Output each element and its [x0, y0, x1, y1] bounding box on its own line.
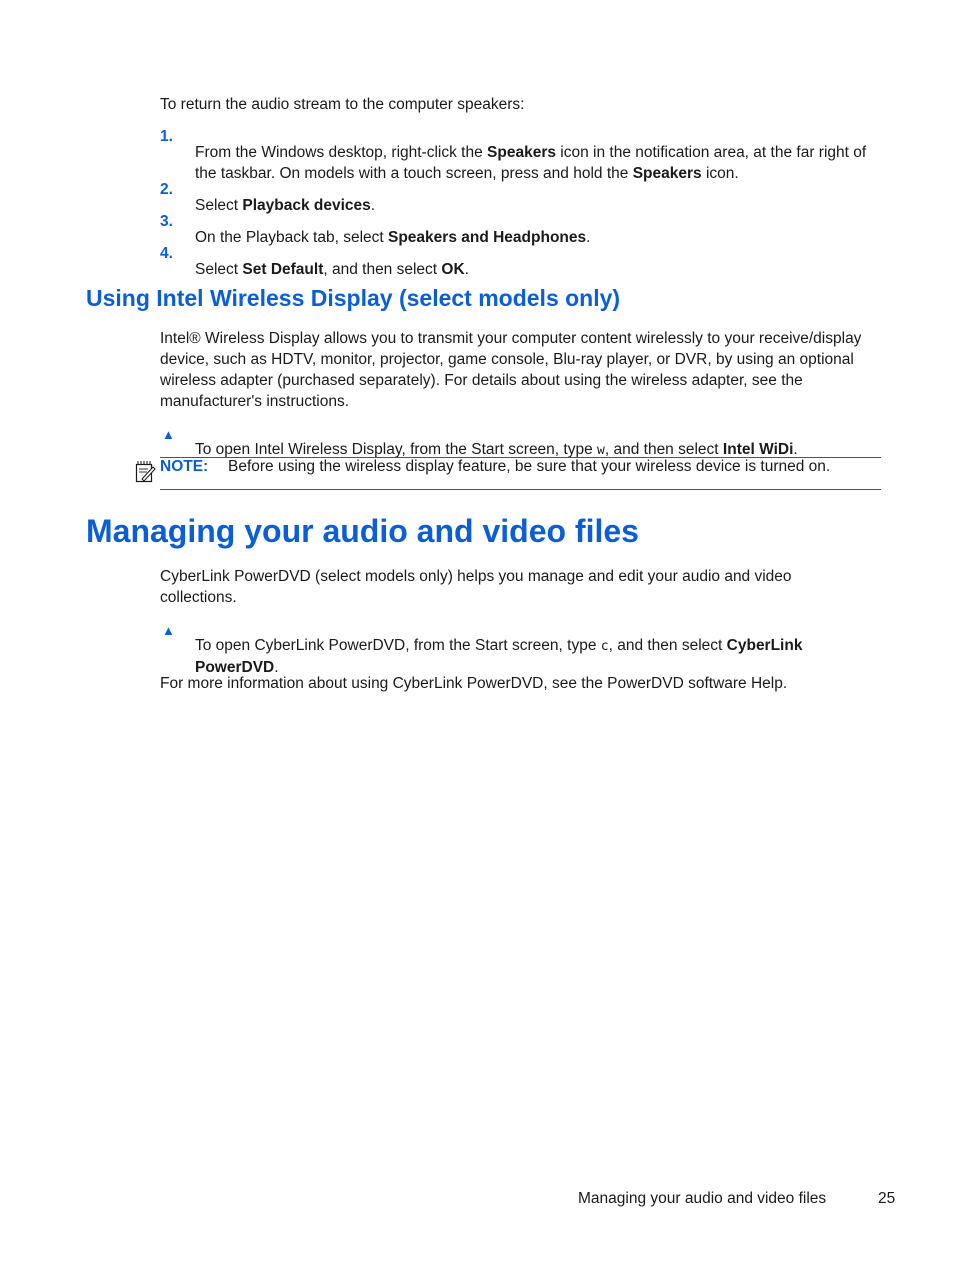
step-text: [195, 227, 885, 248]
section-body: Intel® Wireless Display allows you to transmit your computer content wirelessly to your receive/display device, such as HDTV, monitor, projector, game console, Blu-ray player, or DVR, by using an optional wireless adapter (purchased separately). For details about using the wireless adapter, see the manufacturer's instructions.: [160, 330, 862, 410]
step-text: [195, 259, 885, 280]
note-label: NOTE:: [160, 458, 209, 475]
bullet-text-part: , and then select: [604, 440, 723, 458]
bullet-ui-term: Intel WiDi: [722, 440, 794, 458]
step-number: 3.: [160, 213, 173, 230]
step-text-part: From the Windows desktop, right-click the: [195, 143, 488, 161]
chapter-body: CyberLink PowerDVD (select models only) helps you manage and edit your audio and video collections.: [160, 568, 792, 606]
bullet-text-part: To open CyberLink PowerDVD, from the Start screen, type: [195, 636, 601, 654]
intro-text: To return the audio stream to the computer speakers:: [160, 96, 525, 113]
step-number: 4.: [160, 245, 173, 262]
step-ui-term: Set Default: [242, 260, 324, 278]
step-ui-term: OK: [441, 260, 465, 278]
bullet-triangle-icon: ▲: [162, 427, 175, 442]
step-ui-term: Playback devices: [242, 196, 371, 214]
step-number: 1.: [160, 128, 173, 145]
step-text: [195, 142, 885, 184]
bullet-text-part: , and then select: [608, 636, 727, 654]
step-text-part: icon in the notification area, at the far right of the taskbar. On models with a touch screen, press and hold the: [195, 143, 867, 182]
bullet-ui-term: CyberLink PowerDVD: [195, 636, 803, 676]
step-text-part: , and then select: [323, 260, 442, 278]
page-number: 25: [878, 1190, 896, 1207]
step-ui-term: Speakers: [632, 164, 702, 182]
note-pad-icon: [134, 459, 156, 483]
step-text-part: Select: [195, 196, 243, 214]
step-text-part: .: [464, 260, 469, 278]
chapter-closing: For more information about using CyberLink PowerDVD, see the PowerDVD software Help.: [160, 675, 788, 692]
step-number: 2.: [160, 181, 173, 198]
bullet-triangle-icon: ▲: [162, 623, 175, 638]
step-ui-term: Speakers and Headphones: [388, 228, 587, 246]
step-text: [195, 195, 885, 216]
bullet-text-part: .: [274, 658, 279, 676]
step-ui-term: Speakers: [487, 143, 556, 161]
footer-title: Managing your audio and video files: [578, 1190, 827, 1207]
step-text-part: .: [586, 228, 591, 246]
step-text-part: icon.: [701, 164, 739, 182]
bullet-text-part: To open Intel Wireless Display, from the Start screen, type: [195, 440, 598, 458]
step-text-part: .: [370, 196, 376, 214]
bullet-text-part: .: [793, 440, 798, 458]
step-text-part: Select: [195, 260, 243, 278]
chapter-heading: Managing your audio and video files: [86, 513, 639, 549]
typed-key: w: [597, 442, 605, 458]
step-text-part: On the Playback tab, select: [195, 228, 388, 246]
section-heading: Using Intel Wireless Display (select models only): [86, 285, 621, 311]
note-bottom-rule: [160, 489, 881, 490]
note-text: Before using the wireless display feature, be sure that your wireless device is turned on.: [228, 458, 831, 475]
chapter-bullet: [195, 635, 835, 678]
typed-key: c: [600, 638, 609, 654]
